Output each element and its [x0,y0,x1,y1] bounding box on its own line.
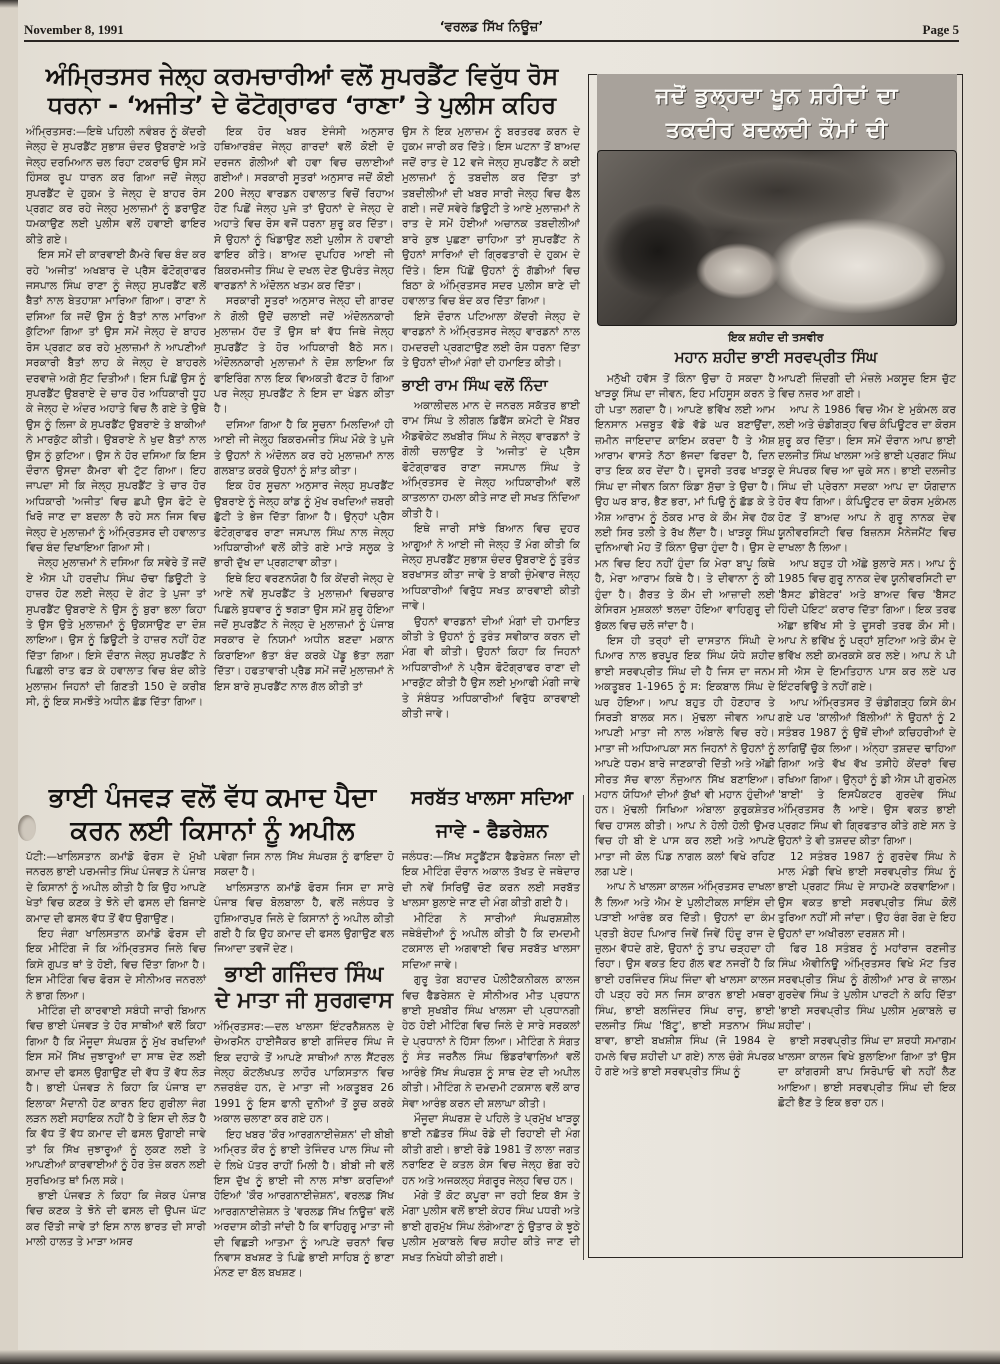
paragraph: ਇਥੇ ਇਹ ਵਰਣਨਯੋਗ ਹੈ ਕਿ ਕੇਂਦਰੀ ਜੇਲ੍ਹ ਦੇ ਆਏ ਨਵੇਂ ਸੁਪਰਡੈਂਟ ਤੇ ਮੁਲਾਜ਼ਮਾਂ ਵਿਚਕਾਰ ਪਿਛਲੇ ਬੁਧਵਾਰ ਨੂੰ ਝਗੜਾ ਉਸ ਸਮੇਂ ਸ਼ੁਰੂ ਹੋਇਆ ਜਦੋਂ ਸੁਪਰਡੈਂਟ ਨੇ ਜੇਲ੍ਹ ਦੇ ਮੁਲਾਜ਼ਮਾਂ ਨੂੰ ਪੰਜਾਬ ਸਰਕਾਰ ਦੇ ਨਿਯਮਾਂ ਅਧੀਨ ਬਣਦਾ ਮਕਾਨ ਕਿਰਾਇਆ ਭੱਤਾ ਬੰਦ ਕਰਕੇ ਪੇਂਡੂ ਭੱਤਾ ਲਗਾ ਦਿੱਤਾ। ਹਫਤਾਵਾਰੀ ਪ੍ਰੈਡ ਸਮੇਂ ਜਦੋਂ ਮੁਲਾਜ਼ਮਾਂ ਨੇ ਇਸ ਬਾਰੇ ਸੁਪਰਡੈਂਟ ਨਾਲ ਗੱਲ ਕੀਤੀ ਤਾਂ [214,572,394,693]
paragraph: ਮੀਟਿੰਗ ਦੀ ਕਾਰਵਾਈ ਸਬੰਧੀ ਜਾਰੀ ਬਿਆਨ ਵਿਚ ਭਾਈ ਪੰਜਵੜ ਤੇ ਹੋਰ ਸਾਥੀਆਂ ਵਲੋਂ ਕਿਹਾ ਗਿਆ ਹੈ ਕਿ ਮੌਜੂਦਾ ਸੰਘਰਸ਼ ਨੂੰ ਮੁੱਖ ਰਖਦਿਆਂ ਇਸ ਸਮੇਂ ਸਿੱਖ ਜੁਝਾਰੂਆਂ ਦਾ ਸਾਥ ਦੇਣ ਲਈ ਕਮਾਦ ਦੀ ਫਸਲ ਉਗਾਉਣ ਦੀ ਵੱਧ ਤੋਂ ਵੱਧ ਲੋੜ ਹੈ। ਭਾਈ ਪੰਜਵੜ ਨੇ ਕਿਹਾ ਕਿ ਪੰਜਾਬ ਦਾ ਇਲਾਕਾ ਮੈਦਾਨੀ ਹੋਣ ਕਾਰਨ ਇਹ ਗੁਰੀਲਾ ਜੰਗ ਲੜਨ ਲਈ ਸਹਾਇਕ ਨਹੀਂ ਹੈ ਤੇ ਇਸ ਦੀ ਲੋੜ ਹੈ ਕਿ ਵੱਧ ਤੋਂ ਵੱਧ ਕਮਾਦ ਦੀ ਫਸਲ ਉਗਾਈ ਜਾਵੇ ਤਾਂ ਕਿ ਸਿੱਖ ਜੁਝਾਰੂਆਂ ਨੂੰ ਲੁਕਣ ਲਈ ਤੇ ਆਪਣੀਆਂ ਕਾਰਵਾਈਆਂ ਨੂੰ ਹੋਰ ਤੇਜ਼ ਕਰਨ ਲਈ ਸੁਰਖਿਅਤ ਥਾਂ ਮਿਲ ਸਕੇ। [26,1005,206,1187]
paragraph: ਅਕਾਲੀਦਲ ਮਾਨ ਦੇ ਜਨਰਲ ਸਕੱਤਰ ਭਾਈ ਰਾਮ ਸਿੰਘ ਤੇ ਲੀਗਲ ਡਿਫੈਂਸ ਕਮੇਟੀ ਦੇ ਮੈਂਬਰ ਐਡਵੋਕੇਟ ਲਖਬੀਰ ਸਿੰਘ ਨੇ ਜੇਲ੍ਹ ਵਾਰਡਨਾਂ ਤੇ ਗੋਲੀ ਚਲਾਉਣ ਤੇ 'ਅਜੀਤ' ਦੇ ਪ੍ਰੈਸ ਫੋਟੋਗ੍ਰਾਫਰ ਰਾਣਾ ਜਸਪਾਲ ਸਿੰਘ ਤੇ ਅੰਮ੍ਰਿਤਸਰ ਦੇ ਜੇਲ੍ਹ ਅਧਿਕਾਰੀਆਂ ਵਲੋਂ ਕਾਤਲਾਨਾ ਹਮਲਾ ਕੀਤੇ ਜਾਣ ਦੀ ਸਖਤ ਨਿੰਦਿਆ ਕੀਤੀ ਹੈ। [402,399,580,520]
paragraph: ਅੰਮ੍ਰਿਤਸਰ:—ਦਲ ਖਾਲਸਾ ਇੰਟਰਨੈਸ਼ਨਲ ਦੇ ਚੇਅਰਮੈਨ ਹਾਈਜੈਕਰ ਭਾਈ ਗਜਿੰਦਰ ਸਿੰਘ ਜੋ ਇਕ ਦਹਾਕੇ ਤੋਂ ਆਪਣੇ ਸਾਥੀਆਂ ਨਾਲ ਸੈਂਟਰਲ ਜੇਲ੍ਹ ਕੋਟਲੱਖਪਤ ਲਾਹੌਰ ਪਾਕਿਸਤਾਨ ਵਿਚ ਨਜ਼ਰਬੰਦ ਹਨ, ਦੇ ਮਾਤਾ ਜੀ ਅਕਤੂਬਰ 26 1991 ਨੂੰ ਇਸ ਫਾਨੀ ਦੁਨੀਆਂ ਤੋਂ ਕੂਚ ਕਰਕੇ ਅਕਾਲ ਚਲਾਣਾ ਕਰ ਗਏ ਹਨ। [214,1020,394,1126]
paragraph: ਇਥੇ ਜਾਰੀ ਸਾਂਝੇ ਬਿਆਨ ਵਿਚ ਦੁਹਰ ਆਗੂਆਂ ਨੇ ਆਈ ਜੀ ਜੇਲ੍ਹ ਤੋਂ ਮੰਗ ਕੀਤੀ ਕਿ ਜੇਲ੍ਹ ਸੁਪਰਡੈਂਟ ਸੁਭਾਸ਼ ਚੰਦਰ ਉਬਰਾਏ ਨੂੰ ਤੁਰੰਤ ਬਰਖਾਸਤ ਕੀਤਾ ਜਾਵੇ ਤੇ ਬਾਕੀ ਜ਼ੁੰਮੇਵਾਰ ਜੇਲ੍ਹ ਅਧਿਕਾਰੀਆਂ ਵਿਰੁੱਧ ਸਖਤ ਕਾਰਵਾਈ ਕੀਤੀ ਜਾਵੇ। [402,523,580,613]
sarbat-headline: ਸਰਬੱਤ ਖਾਲਸਾ ਸਦਿਆ ਜਾਵੇ - ਫੈਡਰੇਸ਼ਨ [410,787,574,842]
paragraph: ਆਪ ਨੇ ਖਾਲਸਾ ਕਾਲਜ ਅੰਮ੍ਰਿਤਸਰ ਦਾਖਲਾ ਲੈ ਲਿਆ ਅਤੇ ਐਮ ਏ ਪੁਲੀਟੀਕਲ ਸਾਇੰਸ ਦੀ ਪੜਾਈ ਆਰੰਭ ਕਰ ਦਿੱਤੀ। ਉਹਨਾਂ ਦਾ ਕੰਮ ਪ੍ਰਤੀ ਬੇਹਦ ਪਿਆਰ ਜਿਵੇਂ ਜਿਵੇਂ ਹਿੰਦੂ ਰਾਜ ਦੇ ਜ਼ੁਲਮ ਵੱਧਦੇ ਗਏ, ਉਹਨਾਂ ਨੂੰ ਤਾਪ ਚੜ੍ਹਦਾ ਹੀ ਰਿਹਾ। ਉਸ ਵਕਤ ਇਹ ਗੱਲ ਵਣ ਨਜਰੀਂ ਹੈ ਕਿ ਭਾਈ ਹਰਜਿੰਦਰ ਸਿੰਘ ਜਿੰਦਾ ਵੀ ਖਾਲਸਾ ਕਾਲਜ ਹੀ ਪੜ੍ਹ ਰਹੇ ਸਨ ਜਿਸ ਕਾਰਨ ਭਾਈ ਮਥਰਾ ਸਿੰਘ, ਭਾਈ ਬਲਜਿੰਦਰ ਸਿੰਘ ਰਾਜੂ, ਭਾਈ ਦਲਜੀਤ ਸਿੰਘ 'ਬਿੱਟੂ', ਭਾਈ ਸਤਨਾਮ ਸਿੰਘ ਬਾਵਾ, ਭਾਈ ਬਖਸ਼ੀਸ਼ ਸਿੰਘ (ਜੋ 1984 ਦੇ ਹਮਲੇ ਵਿਚ ਸ਼ਹੀਦੀ ਪਾ ਗਏ) ਨਾਲ ਚੰਗੇ ਸੰਪਰਕ ਹੋ ਗਏ ਅਤੇ ਭਾਈ ਸਰਵਪ੍ਰੀਤ ਸਿੰਘ ਨੂੰ [595,881,775,1079]
paragraph: ਜੇਲ੍ਹ ਮੁਲਾਜ਼ਮਾਂ ਨੇ ਦਸਿਆ ਕਿ ਸਵੇਰੇ ਤੋਂ ਜਦੋਂ ਏ ਐਸ ਪੀ ਹਰਦੀਪ ਸਿੰਘ ਚੱਢਾ ਡਿਊਟੀ ਤੇ ਹਾਜ਼ਰ ਹੋਣ ਲਈ ਜੇਲ੍ਹ ਦੇ ਗੇਟ ਤੇ ਪੁਜਾ ਤਾਂ ਸੁਪਰਡੈਂਟ ਉਬਰਾਏ ਨੇ ਉਸ ਨੂੰ ਬੁਰਾ ਭਲਾ ਕਿਹਾ ਤੇ ਉਸ ਉਤੇ ਮੁਲਾਜ਼ਮਾਂ ਨੂੰ ਉਕਸਾਉਣ ਦਾ ਦੋਸ਼ ਲਾਇਆ। ਉਸ ਨੂੰ ਡਿਊਟੀ ਤੇ ਹਾਜ਼ਰ ਨਹੀਂ ਹੋਣ ਦਿੱਤਾ ਗਿਆ। ਇਸੇ ਦੌਰਾਨ ਜੇਲ੍ਹ ਸੁਪਰਡੈਂਟ ਨੇ ਪਿਛਲੀ ਰਾਤ ਫੜ ਕੇ ਹਵਾਲਾਤ ਵਿਚ ਬੰਦ ਕੀਤੇ ਮੁਲਾਜ਼ਮ ਜਿਹਨਾਂ ਦੀ ਗਿਣਤੀ 150 ਦੇ ਕਰੀਬ ਸੀ, ਨੂੰ ਇਕ ਸਮਝੌਤੇ ਅਧੀਨ ਛੱਡ ਦਿੱਤਾ ਗਿਆ। [26,557,206,709]
paragraph: ਫਿਰ 18 ਸਤੰਬਰ ਨੂੰ ਮਹਾਂਰਾਜ ਰਣਜੀਤ ਸਿੰਘ ਐਵੀਨਿਊ ਅੰਮ੍ਰਿਤਸਰ ਵਿਖੇ ਮੱਟ ਤਿਰ ਸਰਵਪ੍ਰੀਤ ਸਿੰਘ ਨੂੰ ਗੋਲੀਆਂ ਮਾਰ ਕੇ ਜ਼ਾਲਮ ਗੁਰਦੇਵ ਸਿੰਘ ਤੇ ਪੁਲੀਸ ਪਾਰਟੀ ਨੇ ਕਹਿ ਦਿੱਤਾ 'ਭਾਈ ਸਰਵਪ੍ਰੀਤ ਸਿੰਘ ਪੁਲੀਸ ਮੁਕਾਬਲੇ ਚ ਸ਼ਹੀਦ'। [778,943,956,1033]
paragraph: ਮੀਟਿੰਗ ਨੇ ਸਾਰੀਆਂ ਸੰਘਰਸ਼ਸ਼ੀਲ ਜਥੇਬੰਦੀਆਂ ਨੂੰ ਅਪੀਲ ਕੀਤੀ ਹੈ ਕਿ ਦਮਦਮੀ ਟਕਸਾਲ ਦੀ ਅਗਵਾਈ ਵਿਚ ਸਰਬੱਤ ਖਾਲਸਾ ਸਦਿਆ ਜਾਵੇ। [402,912,580,971]
paragraph: ਆਪ ਅੰਮ੍ਰਿਤਸਰ ਤੋਂ ਚੰਡੀਗੜ੍ਹ ਕਿਸੇ ਕੰਮ ਗਏ ਪਰ 'ਕਾਲੀਆਂ ਬਿੱਲੀਆਂ' ਨੇ ਉਹਨਾਂ ਨੂੰ 2 ਸਤੰਬਰ 1987 ਨੂੰ ਉਥੋਂ ਦੀਆਂ ਕਚਿਹਰੀਆਂ ਦੇ ਲਾਗਿਉਂ ਚੁੱਕ ਲਿਆ। ਅੰਨ੍ਹਾ ਤਸ਼ਦਦ ਢਾਹਿਆ ਗਿਆ ਅਤੇ ਵੱਖ ਵੱਖ ਤਸੀਹੇ ਕੇਂਦਰਾਂ ਵਿਚ ਰਖਿਆ ਗਿਆ। ਉਨ੍ਹਾਂ ਨੂੰ ਡੀ ਐਸ ਪੀ ਗੁਰਮੇਲ 'ਬਾਈ' ਤੇ ਇਸਪੈਕਟਰ ਗੁਰਦੇਵ ਸਿੰਘ ਅੰਮ੍ਰਿਤਸਰ ਲੈ ਆਏ। ਉਸ ਵਕਤ ਭਾਈ ਪ੍ਰਗਟ ਸਿੰਘ ਵੀ ਗ੍ਰਿਫਤਾਰ ਕੀਤੇ ਗਏ ਸਨ ਤੇ ਉਹਨਾਂ ਤੇ ਵੀ ਤਸ਼ਦਦ ਕੀਤਾ ਗਿਆ। [778,696,956,848]
lead-column-3 [402,125,580,775]
page-number: Page 5 [922,22,959,37]
issue-date: November 8, 1991 [24,22,124,37]
masthead-rule [24,40,959,42]
paragraph: ਆਪ ਬਹੁਤ ਹੀ ਅੱਛੇ ਬੁਲਾਰੇ ਸਨ। ਆਪ ਨੂੰ 1985 ਵਿਚ ਗੁਰੂ ਨਾਨਕ ਦੇਵ ਯੂਨੀਵਰਸਿਟੀ ਦਾ 'ਬੈਸਟ ਡੀਬੇਟਰ' ਅਤੇ ਬਾਅਦ ਵਿਚ 'ਬੈਸਟ ਹਿੰਦੀ ਪੋਇਟ' ਕਰਾਰ ਦਿੱਤਾ ਗਿਆ। ਇਕ ਤਰਫ ਅੱਛਾ ਭਵਿੱਖ ਸੀ ਤੇ ਦੂਸਰੀ ਤਰਫ ਕੌਮ ਸੀ। ਆਪ ਨੇ ਭਵਿੱਖ ਨੂੰ ਪਰ੍ਹਾਂ ਸੁਟਿਆ ਅਤੇ ਕੌਮ ਦੇ ਭਵਿੱਖ ਲਈ ਕਮਰਕਸੇ ਕਰ ਲਏ। ਆਪ ਨੇ ਪੀ ਸੀ ਐਸ ਦੇ ਇਮਤਿਹਾਨ ਪਾਸ ਕਰ ਲਏ ਪਰ ਇੰਟਰਵਿਊ ਤੇ ਨਹੀਂ ਗਏ। [778,557,956,694]
martyr-name: ਮਹਾਨ ਸ਼ਹੀਦ ਭਾਈ ਸਰਵਪ੍ਰੀਤ ਸਿੰਘ [674,348,878,366]
martyr-photo [597,150,957,326]
gajinder-headline: ਭਾਈ ਗਜਿੰਦਰ ਸਿੰਘ ਦੇ ਮਾਤਾ ਜੀ ਸੁਰਗਵਾਸ [215,961,393,1013]
paragraph: 12 ਸਤੰਬਰ 1987 ਨੂੰ ਗੁਰਦੇਵ ਸਿੰਘ ਨੇ ਮਾਲ ਮੰਡੀ ਵਿਖੇ ਭਾਈ ਸਰਵਪ੍ਰੀਤ ਸਿੰਘ ਨੂੰ ਭਾਈ ਪ੍ਰਗਟ ਸਿੰਘ ਦੇ ਸਾਹਮਣੇ ਕਰਵਾਇਆ। ਉਸ ਵਕਤ ਭਾਈ ਸਰਵਪ੍ਰੀਤ ਸਿੰਘ ਕੋਲੋਂ ਤੁਰਿਆ ਨਹੀਂ ਸੀ ਜਾਂਦਾ। ਉਹ ਰੰਗ ਰੋਗ ਦੇ ਇਹ ਉਹਨਾਂ ਦਾ ਅਖੀਰਲਾ ਦਰਸ਼ਨ ਸੀ। [778,850,956,940]
paragraph: ਸਰਕਾਰੀ ਸੂਤਰਾਂ ਅਨੁਸਾਰ ਜੇਲ੍ਹ ਦੀ ਗਾਰਦ ਨੇ ਗੋਲੀ ਉਦੋਂ ਚਲਾਈ ਜਦੋਂ ਅੰਦੋਲਨਕਾਰੀ ਮੁਲਾਜ਼ਮ ਹੱਦ ਤੋਂ ਉਸ ਥਾਂ ਵੱਧ ਜਿਥੇ ਜੇਲ੍ਹ ਸੁਪਰਡੈਂਟ ਤੇ ਹੋਰ ਅਧਿਕਾਰੀ ਬੈਠੇ ਸਨ। ਅੰਦੋਲਨਕਾਰੀ ਮੁਲਾਜ਼ਮਾਂ ਨੇ ਦੋਸ਼ ਲਾਇਆ ਕਿ ਫਾਇਰਿੰਗ ਨਾਲ ਇਕ ਵਿਅਕਤੀ ਫੱਟੜ ਹੋ ਗਿਆ ਪਰ ਜੇਲ੍ਹ ਸੁਪਰਡੈਂਟ ਨੇ ਇਸ ਦਾ ਖੰਡਨ ਕੀਤਾ ਹੈ। [214,295,394,416]
paragraph: ਦਸਿਆ ਗਿਆ ਹੈ ਕਿ ਸੂਚਨਾ ਮਿਲਦਿਆਂ ਹੀ ਆਈ ਜੀ ਜੇਲ੍ਹ੍ਹ ਬਿਕਰਮਜੀਤ ਸਿੰਘ ਮੌਕੇ ਤੇ ਪੁਜੇ ਤੇ ਉਹਨਾਂ ਨੇ ਅੰਦੋਲਨ ਕਰ ਰਹੇ ਮੁਲਾਜ਼ਮਾਂ ਨਾਲ ਗਲਬਾਤ ਕਰਕੇ ਉਹਨਾਂ ਨੂੰ ਸ਼ਾਂਤ ਕੀਤਾ। [214,418,394,477]
paragraph: ਇਕ ਹੋਰ ਸੂਚਨਾ ਅਨੁਸਾਰ ਜੇਲ੍ਹ ਸੁਪਰਡੈਂਟ ਉਬਰਾਏ ਨੂੰ ਜੇਲ੍ਹ ਕਾਂਡ ਨੂੰ ਮੁੱਖ ਰਖਦਿਆਂ ਜ਼ਬਰੀ ਛੁੱਟੀ ਤੇ ਭੇਜ ਦਿੱਤਾ ਗਿਆ ਹੈ। ਉਨ੍ਹਾਂ ਪ੍ਰੈਸ ਫੋਟੋਗ੍ਰਾਫਰ ਰਾਣਾ ਜਸਪਾਲ ਸਿੰਘ ਨਾਲ ਜੇਲ੍ਹ ਅਧਿਕਾਰੀਆਂ ਵਲੋਂ ਕੀਤੇ ਗਏ ਮਾੜੇ ਸਲੂਕ ਤੇ ਭਾਰੀ ਦੁੱਖ ਦਾ ਪ੍ਰਗਟਾਵਾ ਕੀਤਾ। [214,480,394,570]
martyr-column-2 [778,372,956,1252]
paragraph: ਆਪ ਨੇ 1986 ਵਿਚ ਐਮ ਏ ਮੁਕੰਮਲ ਕਰ ਲਈ ਅਤੇ ਚੰਡੀਗੜ੍ਹ ਵਿਚ ਕੰਪਿਊਟਰ ਦਾ ਕੋਰਸ ਸ਼ੁਰੂ ਕਰ ਦਿੱਤਾ। ਇਸ ਸਮੇਂ ਦੌਰਾਨ ਆਪ ਭਾਈ ਦਲਜੀਤ ਸਿੰਘ ਖਾਲਸਾ ਅਤੇ ਭਾਈ ਪ੍ਰਗਟ ਸਿੰਘ ਦੇ ਸੰਪਰਕ ਵਿਚ ਆ ਚੁਕੇ ਸਨ। ਭਾਈ ਦਲਜੀਤ ਸਿੰਘ ਦੀ ਪ੍ਰੇਰਨਾ ਸਦਕਾ ਆਪ ਦਾ ਯੋਗਦਾਨ ਹੋਰ ਵੱਧ ਗਿਆ। ਕੰਪਿਊਟਰ ਦਾ ਕੋਰਸ ਮੁਕੰਮਲ ਹੋਣ ਤੋਂ ਬਾਅਦ ਆਪ ਨੇ ਗੁਰੂ ਨਾਨਕ ਦੇਵ ਯੂਨੀਵਰਸਿਟੀ ਵਿਚ ਬਿਜ਼ਨਸ ਮੈਨੇਜਮੈਂਟ ਵਿਚ ਦਾਖਲਾ ਲੈ ਲਿਆ। [778,403,956,555]
panjwar-column-2 [214,850,394,1280]
panjwar-headline: ਭਾਈ ਪੰਜਵੜ ਵਲੋਂ ਵੱਧ ਕਮਾਦ ਪੈਦਾ ਕਰਨ ਲਈ ਕਿਸਾਨਾਂ ਨੂੰ ਅਪੀਲ [48,783,377,846]
paragraph: ਜਲੰਧਰ:—ਸਿੱਖ ਸਟੂਡੈਂਟਸ ਫੈਡਰੇਸ਼ਨ ਜਿਲਾ ਦੀ ਇਕ ਮੀਟਿੰਗ ਦੌਰਾਨ ਅਕਾਲ ਤੱਖਤ ਦੇ ਜਥੇਦਾਰ ਦੀ ਨਵੇਂ ਸਿਰਿਉਂ ਚੋਣ ਕਰਨ ਲਈ ਸਰਬੱਤ ਖਾਲਸਾ ਬੁਲਾਏ ਜਾਣ ਦੀ ਮੰਗ ਕੀਤੀ ਗਈ ਹੈ। [402,851,580,910]
scan-edge-bottom [0,1350,1000,1364]
paragraph: ਆਪਣੀ ਜ਼ਿੰਦਗੀ ਦੀ ਮੰਜ਼ਲੇ ਮਕਸੂਦ ਇਸ ਚੁੱਟ ਵਿਚ ਨਜ਼ਰ ਆ ਗਈ। [778,373,956,401]
paragraph: ਮਨੁੱਖੀ ਹਵੱਸ ਤੋਂ ਕਿੰਨਾ ਉਚਾ ਹੋ ਸਕਦਾ ਹੈ ਖਾੜਕੂ ਸਿੰਘ ਦਾ ਜੀਵਨ, ਇਹ ਮਹਿਸੂਸ ਕਰਨ ਤੇ ਹੀ ਪਤਾ ਲਗਦਾ ਹੈ। ਆਪਣੇ ਭਵਿੱਖ ਲਈ ਆਮ ਇਨਸਾਨ ਮਜ਼ਬੂਤ ਵੱਡੇ ਵੱਡੇ ਘਰ ਬਣਾਉਂਦਾ, ਜ਼ਮੀਨ ਜਾਇਦਾਦ ਕਾਇਮ ਕਰਦਾ ਹੈ ਤੇ ਐਸ਼ ਆਰਾਮ ਵਾਸਤੇ ਨੱਠਾ ਭੱਜਦਾ ਫਿਰਦਾ ਹੈ, ਦਿਨ ਰਾਤ ਇਕ ਕਰ ਦੇਂਦਾ ਹੈ। ਦੂਸਰੀ ਤਰਫ ਖਾੜਕੂ ਸਿੰਘ ਦਾ ਜੀਵਨ ਕਿਨਾ ਕਿੰਡਾ ਸੁੱਚਾ ਤੇ ਉਚਾ ਹੈ। ਉਹ ਘਰ ਬਾਰ, ਭੈਣ ਭਰਾ, ਮਾਂ ਪਿਉ ਨੂੰ ਛੱਡ ਕੇ ਤੇ ਐਸ਼ ਆਰਾਮ ਨੂੰ ਠੋਕਰ ਮਾਰ ਕੇ ਕੌਮ ਸੇਵ ਹੱਕ ਲਈ ਸਿਰ ਤਲੀ ਤੇ ਰੱਖ ਲੈਂਦਾ ਹੈ। ਖਾੜਕੂ ਸਿੰਘ ਦੁਨਿਆਵੀ ਮੋਹ ਤੋਂ ਕਿੰਨਾ ਉਚਾ ਹੁੰਦਾ ਹੈ। ਉਸ ਦੇ ਮਨ ਵਿਚ ਇਹ ਨਹੀਂ ਹੁੰਦਾ ਕਿ ਮੇਰਾ ਬਾਪੂ ਕਿਥੇ ਹੈ, ਮੇਰਾ ਆਰਾਮ ਕਿਥੇ ਹੈ। ਤੇ ਦੀਵਾਨਾ ਨੂੰ ਕੀ ਹੁੰਦਾ ਹੈ। ਗੈਰਤ ਤੇ ਕੌਮ ਦੀ ਆਜ਼ਾਦੀ ਲਈ ਕੇਸਿਰਸ ਮੁਸ਼ਕਲਾਂ ਝਲਦਾ ਹੋਇਆ ਵਾਹਿਗੁਰੂ ਦੀ ਬੁੱਕਲ ਵਿਚ ਚਲੋ ਜਾਂਦਾ ਹੈ। [595,373,775,632]
masthead [24,20,959,40]
paragraph: ਗੁਰੂ ਤੇਗ ਬਹਾਦਰ ਪੋਲੀਟੈਕਨੀਕਲ ਕਾਲਜ ਵਿਚ ਫੈਡਰੇਸ਼ਨ ਦੇ ਸੀਨੀਅਰ ਮੀਤ ਪ੍ਰਧਾਨ ਭਾਈ ਸੁਖਬੀਰ ਸਿੰਘ ਖਾਲਸਾ ਦੀ ਪ੍ਰਧਾਨਗੀ ਹੇਠ ਹੋਈ ਮੀਟਿੰਗ ਵਿਚ ਜਿਲੇ ਦੇ ਸਾਰੇ ਸਰਕਲਾਂ ਦੇ ਪ੍ਰਧਾਨਾਂ ਨੇ ਹਿੱਸਾ ਲਿਆ। ਮੀਟਿੰਗ ਨੇ ਸੰਗਤ ਨੂੰ ਸੰਤ ਜਰਨੈਲ ਸਿੰਘ ਭਿੰਡਰਾਂਵਾਲਿਆਂ ਵਲੋਂ ਆਰੰਭੇ ਸਿੱਖ ਸੰਘਰਸ਼ ਨੂੰ ਸਾਥ ਦੇਣ ਦੀ ਅਪੀਲ ਕੀਤੀ। ਮੀਟਿੰਗ ਨੇ ਦਮਦਮੀ ਟਕਸਾਲ ਵਲੋਂ ਕਾਰ ਸੇਵਾ ਆਰੰਭ ਕਰਨ ਦੀ ਸ਼ਲਾਘਾ ਕੀਤੀ। [402,974,580,1110]
lead-column-1 [26,125,206,775]
paragraph: ਭਾਈ ਪੰਜਵੜ ਨੇ ਕਿਹਾ ਕਿ ਜੇਕਰ ਪੰਜਾਬ ਵਿਚ ਕਣਕ ਤੇ ਝੋਨੇ ਦੀ ਫਸਲ ਦੀ ਉਪਜ ਘੱਟ ਕਰ ਦਿੱਤੀ ਜਾਵੇ ਤਾਂ ਇਸ ਨਾਲ ਭਾਰਤ ਦੀ ਸਾਰੀ ਮਾਲੀ ਹਾਲਤ ਤੇ ਮਾੜਾ ਅਸਰ [26,1189,206,1249]
photo-caption: ਇਕ ਸ਼ਹੀਦ ਦੀ ਤਸਵੀਰ [728,331,824,344]
paragraph: ਇਸ ਹੀ ਤਰ੍ਹਾਂ ਦੀ ਦਾਸਤਾਨ ਸਿੰਘੀ ਦੇ ਪਿਆਰ ਨਾਲ ਭਰਪੂਰ ਇਕ ਸਿੰਘ ਯੋਧੇ ਸ਼ਹੀਦ ਭਾਈ ਸਰਵਪ੍ਰੀਤ ਸਿੰਘ ਦੀ ਹੈ ਜਿਸ ਦਾ ਜਨਮ ਅਕਤੂਬਰ 1-1965 ਨੂੰ ਸ: ਇਕਬਾਲ ਸਿੰਘ ਦੇ ਘਰ ਹੋਇਆ। ਆਪ ਬਹੁਤ ਹੀ ਹੋਣਹਾਰ ਤੇ ਸਿਰੜੀ ਬਾਲਕ ਸਨ। ਮੁੱਢਲਾ ਜੀਵਨ ਆਪ ਆਪਣੀ ਮਾਤਾ ਜੀ ਨਾਲ ਅੰਬਾਲੇ ਵਿਚ ਰਹੇ। ਮਾਤਾ ਜੀ ਅਧਿਆਪਕਾ ਸਨ ਜਿਹਨਾਂ ਨੇ ਉਹਨਾਂ ਨੂੰ ਆਪਣੇ ਧਰਮ ਬਾਰੇ ਜਾਣਕਾਰੀ ਦਿੱਤੀ ਅਤੇ ਅੱਛੀ ਸੀਰਤ ਸੱਚ ਵਾਲਾ ਨੌਜੁਆਨ ਸਿੱਖ ਬਣਾਇਆ। ਮਹਾਨ ਯੋਧਿਆਂ ਦੀਆਂ ਕੁੱਖਾਂ ਵੀ ਮਹਾਨ ਹੁੰਦੀਆਂ ਹਨ। ਮੁੱਢਲੀ ਸਿਖਿਆ ਅੰਬਾਲਾ ਕੁਰੁਕਸ਼ੇਤਰ ਵਿਚ ਹਾਸਲ ਕੀਤੀ। ਆਪ ਨੇ ਹੋਲੀ ਹੋਲੀ ਉਮਰ ਵਿਚ ਹੀ ਬੀ ਏ ਪਾਸ ਕਰ ਲਈ ਅਤੇ ਆਪਣੇ ਮਾਤਾ ਜੀ ਕੋਲ ਪਿੰਡ ਨਾਗਲ ਕਲਾਂ ਵਿਖੇ ਰਹਿਣ ਲਗ ਪਏ। [595,634,775,878]
paragraph: ਅੰਮ੍ਰਿਤਸਰ:—ਇਥੇ ਪਹਿਲੀ ਨਵੰਬਰ ਨੂੰ ਕੇਂਦਰੀ ਜੇਲ੍ਹ ਦੇ ਸੁਪਰਡੈਂਟ ਸੁਭਾਸ਼ ਚੰਦਰ ਉਬਰਾਏ ਅਤੇ ਜੇਲ੍ਹ ਦਰਮਿਆਨ ਚਲ ਰਿਹਾ ਟਕਰਾਓ ਉਸ ਸਮੇਂ ਹਿੰਸਕ ਰੂਪ ਧਾਰਨ ਕਰ ਗਿਆ ਜਦੋਂ ਜੇਲ੍ਹ ਸੁਪਰਡੈਂਟ ਦੇ ਹੁਕਮ ਤੇ ਜੇਲ੍ਹ ਦੇ ਬਾਹਰ ਰੋਸ ਪ੍ਰਗਟ ਕਰ ਰਹੇ ਜੇਲ੍ਹ ਮੁਲਾਜ਼ਮਾਂ ਨੂੰ ਡਰਾਉਣ ਧਮਕਾਉਣ ਲਈ ਪੁਲੀਸ ਵਲੋਂ ਹਵਾਈ ਫਾਇਰ ਕੀਤੇ ਗਏ। [26,126,206,246]
paragraph: ਇਹ ਜੰਗਾ ਖਾਲਿਸਤਾਨ ਕਮਾਂਡੋ ਫੋਰਸ ਦੀ ਇਕ ਮੀਟਿੰਗ ਜੋ ਕਿ ਅੰਮ੍ਰਿਤਸਰ ਜਿਲੇ ਵਿਚ ਕਿਸੇ ਗੁਪਤ ਥਾਂ ਤੇ ਹੋਈ, ਵਿਚ ਦਿੱਤਾ ਗਿਆ ਹੈ। ਇਸ ਮੀਟਿੰਗ ਵਿਚ ਫੋਰਸ ਦੇ ਸੀਨੀਅਰ ਜਨਰਲਾਂ ਨੇ ਭਾਗ ਲਿਆ। [26,928,206,1002]
martyr-box-title [597,74,957,152]
paragraph: ਮੌਜੂਦਾ ਸੰਘਰਸ਼ ਦੇ ਪਹਿਲੇ ਤੇ ਪ੍ਰਮੁੱਖ ਖਾੜਕੂ ਭਾਈ ਨਛੱਤਰ ਸਿੰਘ ਰੋਡੇ ਦੀ ਰਿਹਾਈ ਦੀ ਮੰਗ ਕੀਤੀ ਗਈ। ਭਾਈ ਰੋਡੇ 1981 ਤੋਂ ਲਾਲਾ ਜਗਤ ਨਰਾਇਣ ਦੇ ਕਤਲ ਕੇਸ ਵਿਚ ਜੇਲ੍ਹ ਭੋਗ ਰਹੇ ਹਨ ਅਤੇ ਅਜਕਲ੍ਹ ਸੰਗਰੂਰ ਜੇਲ੍ਹ ਵਿਚ ਹਨ। [402,1112,580,1187]
lead-headline: ਅੰਮ੍ਰਿਤਸਰ ਜੇਲ੍ਹ ਕਰਮਚਾਰੀਆਂ ਵਲੋਂ ਸੁਪਰਡੈਂਟ ਵਿਰੁੱਧ ਰੋਸ ਧਰਨਾ - ‘ਅਜੀਤ’ ਦੇ ਫੋਟੋਗ੍ਰਾਫਰ ‘ਰਾਣਾ’ ਤੇ ਪੁਲੀਸ ਕਹਿਰ [45,62,559,119]
paragraph: ਇਹ ਖਬਰ 'ਕੌਰ ਆਰਗਨਾਈਜ਼ੇਸ਼ਨ' ਦੀ ਬੀਬੀ ਅਮ੍ਰਿਤ ਕੌਰ ਨੂੰ ਭਾਈ ਤੇਜਿੰਦਰ ਪਾਲ ਸਿੰਘ ਜੀ ਦੇ ਲਿਖੇ ਪੱਤਰ ਰਾਹੀਂ ਮਿਲੀ ਹੈ। ਬੀਬੀ ਜੀ ਵਲੋਂ ਇਸ ਦੁੱਖ ਨੂੰ ਭਾਈ ਜੀ ਨਾਲ ਸਾਂਝਾ ਕਰਦਿਆਂ ਹੋਇਆਂ 'ਕੌਰ ਆਰਗਨਾਈਜ਼ੇਸ਼ਨ', ਵਰਲਡ ਸਿੱਖ ਆਰਗਨਾਈਜ਼ੇਸ਼ਨ ਤੇ 'ਵਰਲਡ ਸਿੱਖ ਨਿਊਜ਼' ਵਲੋਂ ਅਰਦਾਸ ਕੀਤੀ ਜਾਂਦੀ ਹੈ ਕਿ ਵਾਹਿਗੁਰੂ ਮਾਤਾ ਜੀ ਦੀ ਵਿਛੜੀ ਆਤਮਾ ਨੂੰ ਆਪਣੇ ਚਰਨਾਂ ਵਿਚ ਨਿਵਾਸ ਬਖਸ਼ਣ ਤੇ ਪਿਛੇ ਭਾਈ ਸਾਹਿਬ ਨੂੰ ਭਾਣਾ ਮੰਨਣ ਦਾ ਬੱਲ ਬਖਸ਼ਣ। [214,1128,394,1280]
paper-name: ‘ਵਰਲਡ ਸਿੱਖ ਨਿਊਜ਼’ [439,20,544,35]
martyr-column-1 [595,372,775,1252]
panjwar-column-1 [26,850,206,1260]
paragraph: ਪਵੇਗਾ ਜਿਸ ਨਾਲ ਸਿੱਖ ਸੰਘਰਸ਼ ਨੂੰ ਫਾਇਦਾ ਹੋ ਸਕਦਾ ਹੈ। [214,851,394,879]
title-line-2: ਤਕਦੀਰ ਬਦਲਦੀ ਕੌਮਾਂ ਦੀ [665,118,889,143]
sarbat-column [402,850,580,1264]
paragraph: ਮੋਗੇ ਤੋਂ ਕੋਟ ਕਪੂਰਾ ਜਾ ਰਹੀ ਇਕ ਬੱਸ ਤੇ ਮੋਗਾ ਪੁਲੀਸ ਵਲੋਂ ਭਾਈ ਕੇਹਰ ਸਿੰਘ ਪਧਰੀ ਅਤੇ ਭਾਈ ਗੁਰਮੁੱਖ ਸਿੰਘ ਲੰਗੇਆਣਾ ਨੂੰ ਉਤਾਰ ਕੇ ਝੂਠੇ ਪੁਲੀਸ ਮੁਕਾਬਲੇ ਵਿਚ ਸ਼ਹੀਦ ਕੀਤੇ ਜਾਣ ਦੀ ਸਖਤ ਨਿਖੇਧੀ ਕੀਤੀ ਗਈ। [402,1189,580,1264]
paragraph: ਭਾਈ ਸਰਵਪ੍ਰੀਤ ਸਿੰਘ ਦਾ ਸ਼ਰਧੀ ਸਮਾਗਮ ਖਾਲਸਾ ਕਾਲਜ ਵਿਖੇ ਬੁਲਾਇਆ ਗਿਆ ਤਾਂ ਉਸ ਦਾ ਕਾਂਗਰਸੀ ਬਾਪ ਸਿਰੋਪਾਓ ਵੀ ਨਹੀਂ ਲੈਣ ਆਇਆ। ਭਾਈ ਸਰਵਪ੍ਰੀਤ ਸਿੰਘ ਦੀ ਇਕ ਛੋਟੀ ਭੈਣ ਤੇ ਇਕ ਭਰਾ ਹਨ। [778,1035,956,1110]
paragraph: ਉਸ ਨੇ ਇਕ ਮੁਲਾਜ਼ਮ ਨੂੰ ਬਰਤਰਫ ਕਰਨ ਦੇ ਹੁਕਮ ਜਾਰੀ ਕਰ ਦਿੱਤੇ। ਇਸ ਘਟਨਾ ਤੋਂ ਬਾਅਦ ਜਦੋਂ ਰਾਤ ਦੇ 12 ਵਜੇ ਜੇਲ੍ਹ ਸੁਪਰਡੈਂਟ ਨੇ ਕਈ ਮੁਲਾਜ਼ਮਾਂ ਨੂੰ ਤਬਦੀਲ ਕਰ ਦਿੱਤਾ ਤਾਂ ਤਬਦੀਲੀਆਂ ਦੀ ਖਬਰ ਸਾਰੀ ਜੇਲ੍ਹ ਵਿਚ ਫੈਲ ਗਈ। ਜਦੋਂ ਸਵੇਰੇ ਡਿਊਟੀ ਤੇ ਆਏ ਮੁਲਾਜ਼ਮਾਂ ਨੇ ਰਾਤ ਦੇ ਸਮੇਂ ਹੋਈਆਂ ਅਚਾਨਕ ਤਬਦੀਲੀਆਂ ਬਾਰੇ ਕੁਝ ਪੁਛਣਾ ਚਾਹਿਆ ਤਾਂ ਸੁਪਰਡੈਂਟ ਨੇ ਉਹਨਾਂ ਸਾਰਿਆਂ ਦੀ ਗ੍ਰਿਫਤਾਰੀ ਦੇ ਹੁਕਮ ਦੇ ਦਿੱਤੇ। ਇਸ ਪਿੱਛੋਂ ਉਹਨਾਂ ਨੂੰ ਗੱਡੀਆਂ ਵਿਚ ਬਿਠਾ ਕੇ ਅੰਮ੍ਰਿਤਸਰ ਸਦਰ ਪੁਲੀਸ ਥਾਣੇ ਦੀ ਹਵਾਲਾਤ ਵਿਚ ਬੰਦ ਕਰ ਦਿੱਤਾ ਗਿਆ। [402,126,580,308]
lead-column-2 [214,125,394,775]
paragraph: ਇਕ ਹੋਰ ਖਬਰ ਏਜੰਸੀ ਅਨੁਸਾਰ ਹਥਿਆਰਬੰਦ ਜੇਲ੍ਹ ਗਾਰਦਾਂ ਵਲੋਂ ਕੋਈ ਦੋ ਦਰਜਨ ਗੋਲੀਆਂ ਵੀ ਹਵਾ ਵਿਚ ਚਲਾਈਆਂ ਗਈਆਂ। ਸਰਕਾਰੀ ਸੂਤਰਾਂ ਅਨੁਸਾਰ ਜਦੋਂ ਕੋਈ 200 ਜੇਲ੍ਹ ਵਾਰਡਨ ਹਵਾਲਾਤ ਵਿਚੋਂ ਰਿਹਾਅ ਹੋਣ ਪਿਛੋਂ ਜੇਲ੍ਹ ਪੁਜੇ ਤਾਂ ਉਹਨਾਂ ਦੇ ਜੇਲ੍ਹ ਦੇ ਅਹਾਤੇ ਵਿਚ ਰੋਸ ਵਜੋਂ ਧਰਨਾ ਸ਼ੁਰੂ ਕਰ ਦਿੱਤਾ। ਸੋ ਉਹਨਾਂ ਨੂੰ ਖਿੰਡਾਉਣ ਲਈ ਪੁਲੀਸ ਨੇ ਹਵਾਈ ਫਾਇਰ ਕੀਤੇ। ਬਾਅਦ ਦੁਪਹਿਰ ਆਈ ਜੀ ਬਿਕਰਮਜੀਤ ਸਿੰਘ ਦੇ ਦਖਲ ਦੇਣ ਉਪਰੰਤ ਜੇਲ੍ਹ ਵਾਰਡਨਾਂ ਨੇ ਅੰਦੋਲਨ ਖਤਮ ਕਰ ਦਿੱਤਾ। [214,126,394,293]
paragraph: ਪੱਟੀ:—ਖਾਲਿਸਤਾਨ ਕਮਾਂਡੋ ਫੋਰਸ ਦੇ ਮੁੱਖੀ ਜਨਰਲ ਭਾਈ ਪਰਮਜੀਤ ਸਿੰਘ ਪੰਜਵੜ ਨੇ ਪੰਜਾਬ ਦੇ ਕਿਸਾਨਾਂ ਨੂੰ ਅਪੀਲ ਕੀਤੀ ਹੈ ਕਿ ਉਹ ਆਪਣੇ ਖੇਤਾਂ ਵਿਚ ਕਣਕ ਤੇ ਝੋਨੇ ਦੀ ਫਸਲ ਦੀ ਬਿਜਾਏ ਕਮਾਦ ਦੀ ਫਸਲ ਵੱਧ ਤੋਂ ਵੱਧ ਉਗਾਉਣ। [26,851,206,925]
subheading-ram-singh: ਭਾਈ ਰਾਮ ਸਿੰਘ ਵਲੋਂ ਨਿੰਦਾ [402,375,548,394]
paragraph: ਇਸ ਸਮੇਂ ਦੀ ਕਾਰਵਾਈ ਕੈਮਰੇ ਵਿਚ ਬੰਦ ਕਰ ਰਹੇ 'ਅਜੀਤ' ਅਖਬਾਰ ਦੇ ਪ੍ਰੈਸ ਫੋਟੋਗ੍ਰਾਫਰ ਜਸਪਾਲ ਸਿੰਘ ਰਾਣਾ ਨੂੰ ਜੇਲ੍ਹ ਸੁਪਰਡੈਂਟ ਵਲੋਂ ਬੈਤਾਂ ਨਾਲ ਬੇਤਹਾਸ਼ਾ ਮਾਰਿਆ ਗਿਆ। ਰਾਣਾ ਨੇ ਦਸਿਆ ਕਿ ਜਦੋਂ ਉਸ ਨੂੰ ਬੈਤਾਂ ਨਾਲ ਮਾਰਿਆ ਕੁੱਟਿਆ ਗਿਆ ਤਾਂ ਉਸ ਸਮੇਂ ਜੇਲ੍ਹ ਦੇ ਬਾਹਰ ਰੋਸ ਪ੍ਰਗਟ ਕਰ ਰਹੇ ਮੁਲਾਜ਼ਮਾਂ ਨੇ ਆਪਣੀਆਂ ਸਰਕਾਰੀ ਬੈਤਾਂ ਲਾਹ ਕੇ ਜੇਲ੍ਹ ਦੇ ਬਾਹਰਲੇ ਦਰਵਾਜ਼ੇ ਅਗੇ ਸੁੱਟ ਦਿਤੀਆਂ। ਇਸ ਪਿਛੋਂ ਉਸ ਨੂੰ ਸੁਪਰਡੈਂਟ ਉਬਰਾਏ ਦੇ ਚਾਰ ਹੋਰ ਅਧਿਕਾਰੀ ਧੂਹ ਕੇ ਜੇਲ੍ਹ ਦੇ ਅੰਦਰ ਅਹਾਤੇ ਵਿਚ ਲੈ ਗਏ ਤੇ ਉਥੇ ਉਸ ਨੂੰ ਲਿਜਾ ਕੇ ਸੁਪਰਡੈਂਟ ਉਬਰਾਏ ਤੇ ਬਾਕੀਆਂ ਨੇ ਮਾਰਕੁੱਟ ਕੀਤੀ। ਉਬਰਾਏ ਨੇ ਖੁਦ ਬੈਤਾਂ ਨਾਲ ਉਸ ਨੂੰ ਕੁਟਿਆ। ਉਸ ਨੇ ਹੋਰ ਦਸਿਆ ਕਿ ਇਸ ਦੌਰਾਨ ਉਸਦਾ ਕੈਮਰਾ ਵੀ ਟੁੱਟ ਗਿਆ। ਇਹ ਜਾਪਦਾ ਸੀ ਕਿ ਜੇਲ੍ਹ ਸੁਪਰਡੈਂਟ ਤੇ ਚਾਰ ਹੋਰ ਅਧਿਕਾਰੀ 'ਅਜੀਤ' ਵਿਚ ਛਪੀ ਉਸ ਫੋਟੋ ਦੇ ਖਿਰੋ ਜਾਣ ਦਾ ਬਦਲਾ ਲੈ ਰਹੇ ਸਨ ਜਿਸ ਵਿਚ ਜੇਲ੍ਹ ਦੇ ਮੁਲਾਜ਼ਮਾਂ ਨੂੰ ਅੰਮ੍ਰਿਤਸਰ ਦੀ ਹਵਾਲਾਤ ਵਿਚ ਬੰਦ ਦਿਖਾਇਆ ਗਿਆ ਸੀ। [26,249,206,554]
column-divider [583,795,584,1260]
paragraph: ਉਹਨਾਂ ਵਾਰਡਨਾਂ ਦੀਆਂ ਮੰਗਾਂ ਦੀ ਹਮਾਇਤ ਕੀਤੀ ਤੇ ਉਹਨਾਂ ਨੂੰ ਤੁਰੰਤ ਸਵੀਕਾਰ ਕਰਨ ਦੀ ਮੰਗ ਵੀ ਕੀਤੀ। ਉਹਨਾਂ ਕਿਹਾ ਕਿ ਜਿਹਨਾਂ ਅਧਿਕਾਰੀਆਂ ਨੇ ਪ੍ਰੈਸ ਫੋਟੋਗ੍ਰਾਫਰ ਰਾਣਾ ਦੀ ਮਾਰਕੁੱਟ ਕੀਤੀ ਹੈ ਉਸ ਲਈ ਮੁਆਫੀ ਮੰਗੀ ਜਾਵੇ ਤੇ ਸੰਬੰਧਤ ਅਧਿਕਾਰੀਆਂ ਵਿਰੁੱਧ ਕਾਰਵਾਈ ਕੀਤੀ ਜਾਵੇ। [402,615,580,721]
paragraph: ਇਸੇ ਦੌਰਾਨ ਪਟਿਆਲਾ ਕੇਂਦਰੀ ਜੇਲ੍ਹ ਦੇ ਵਾਰਡਨਾਂ ਨੇ ਅੰਮ੍ਰਿਤਸਰ ਜੇਲ੍ਹ ਵਾਰਡਨਾਂ ਨਾਲ ਹਮਦਰਦੀ ਪ੍ਰਗਟਾਉਣ ਲਈ ਰੋਸ ਧਰਨਾ ਦਿੱਤਾ ਤੇ ਉਹਨਾਂ ਦੀਆਂ ਮੰਗਾਂ ਦੀ ਹਮਾਇਤ ਕੀਤੀ। [402,310,580,370]
title-line-1: ਜਦੋਂ ਡੁਲ੍ਹਦਾ ਖੂਨ ਸ਼ਹੀਦਾਂ ਦਾ [655,84,899,109]
paragraph: ਖਾਲਿਸਤਾਨ ਕਮਾਂਡੋ ਫੋਰਸ ਜਿਸ ਦਾ ਸਾਰੇ ਪੰਜਾਬ ਵਿਚ ਬੋਲਬਾਲਾ ਹੈ, ਵਲੋਂ ਜਲੰਧਰ ਤੇ ਹੁਸ਼ਿਆਰਪੁਰ ਜਿਲੇ ਦੇ ਕਿਸਾਨਾਂ ਨੂੰ ਅਪੀਲ ਕੀਤੀ ਗਈ ਹੈ ਕਿ ਉਹ ਕਮਾਦ ਦੀ ਫਸਲ ਉਗਾਉਣ ਵਲ ਜਿਆਦਾ ਤਵਜੋਂ ਦੇਣ। [214,881,394,956]
